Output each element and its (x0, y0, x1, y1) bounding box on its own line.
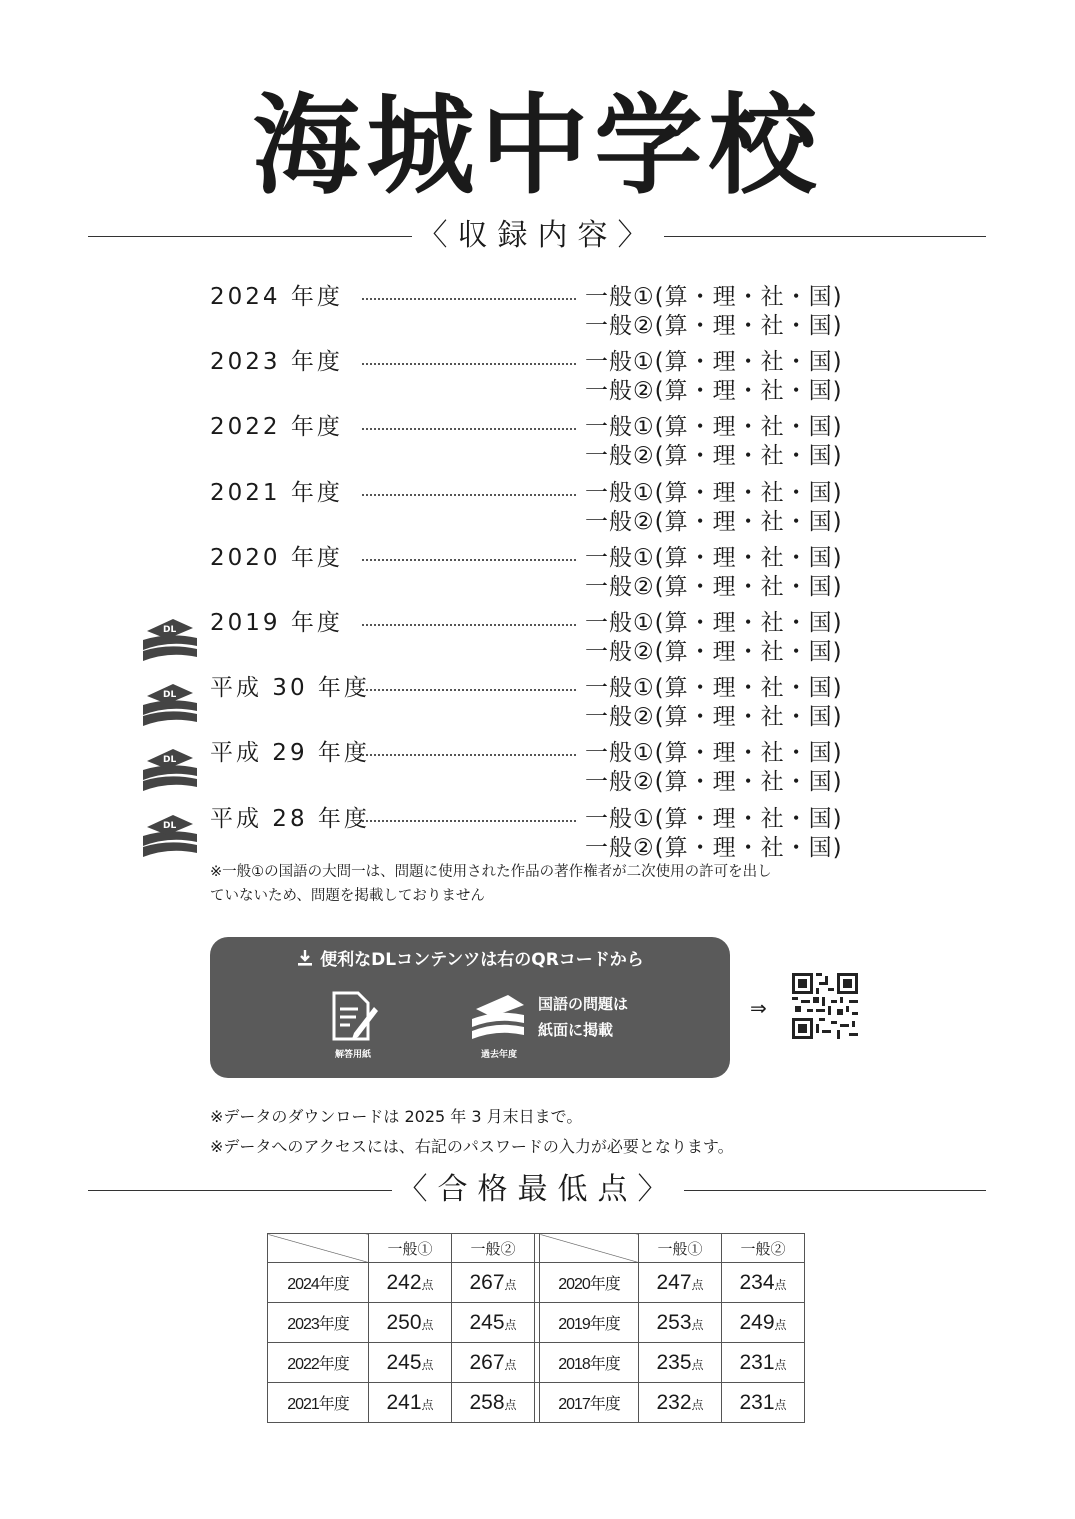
page-title: 海城中学校 (252, 84, 823, 209)
score-unit: 点 (421, 1317, 434, 1332)
score-value: 231 (739, 1350, 775, 1374)
dl-badge-text: DL (163, 820, 177, 831)
score-value: 235 (656, 1350, 692, 1374)
qr-code[interactable] (792, 973, 858, 1039)
contents-exam: 一般②(算・理・社・国) (585, 508, 843, 535)
score-cell (639, 1303, 722, 1343)
score-unit: 点 (691, 1397, 704, 1412)
dot-leader (362, 428, 576, 430)
col-header: 一般② (452, 1234, 535, 1263)
dl-panel-header-text: 便利なDLコンテンツは右のQRコードから (320, 950, 644, 970)
download-icon (296, 949, 314, 972)
scores-heading-wrap (0, 1170, 1075, 1210)
score-unit: 点 (774, 1397, 787, 1412)
contents-year: 平成 29 年度 (210, 740, 370, 767)
table-row (268, 1383, 805, 1423)
contents-heading-wrap (0, 216, 1075, 256)
contents-exam: 一般②(算・理・社・国) (585, 573, 843, 600)
score-unit: 点 (774, 1277, 787, 1292)
year-cell: 2020年度 (540, 1263, 639, 1303)
dl-panel-header (210, 945, 730, 972)
contents-exam: 一般②(算・理・社・国) (585, 704, 843, 731)
copyright-note-line-1: ※一般①の国語の大問一は、問題に使用された作品の著作権者が二次使用の許可を出し (210, 864, 772, 880)
password-notice: ※データへのアクセスには、右記のパスワードの入力が必要となります。 (210, 1137, 734, 1156)
year-cell: 2024年度 (268, 1263, 369, 1303)
dl-content-panel (210, 937, 730, 1078)
arrow-icon: ⇒ (750, 996, 767, 1020)
contents-exam: 一般①(算・理・社・国) (585, 284, 843, 310)
contents-heading: 〈収録内容〉 (412, 218, 664, 253)
score-unit: 点 (504, 1397, 517, 1412)
score-cell (369, 1383, 452, 1423)
min-scores-table (267, 1233, 805, 1423)
contents-exam: 一般①(算・理・社・国) (585, 675, 843, 702)
download-deadline-notice: ※データのダウンロードは 2025 年 3 月末日まで。 (210, 1107, 583, 1126)
score-value: 231 (739, 1390, 775, 1414)
score-unit: 点 (691, 1357, 704, 1372)
corner-cell (540, 1234, 639, 1263)
score-unit: 点 (774, 1357, 787, 1372)
contents-exam: 一般②(算・理・社・国) (585, 313, 843, 339)
kokugo-note-line-1: 国語の問題は (538, 995, 629, 1013)
dl-badge-text: DL (163, 625, 177, 635)
score-value: 247 (656, 1270, 692, 1294)
score-unit: 点 (504, 1277, 517, 1292)
dot-leader (362, 689, 576, 691)
year-cell: 2017年度 (540, 1383, 639, 1423)
score-unit: 点 (421, 1277, 434, 1292)
dot-leader (362, 624, 576, 626)
table-header-row (268, 1234, 805, 1263)
dot-leader (362, 363, 576, 365)
contents-exam: 一般②(算・理・社・国) (585, 443, 843, 470)
table-row (268, 1303, 805, 1343)
contents-year: 2021 年度 (210, 479, 343, 506)
dot-leader (362, 754, 576, 756)
score-unit: 点 (774, 1317, 787, 1332)
contents-exam: 一般②(算・理・社・国) (585, 769, 843, 796)
past-years-label: 過去年度 (480, 1050, 517, 1060)
contents-exam: 一般①(算・理・社・国) (585, 740, 843, 767)
contents-exam: 一般②(算・理・社・国) (585, 639, 843, 665)
col-header: 一般① (639, 1234, 722, 1263)
dl-book-icon (141, 747, 199, 793)
contents-year: 2024 年度 (210, 284, 343, 310)
score-value: 253 (656, 1310, 692, 1334)
scores-heading: 〈合格最低点〉 (392, 1172, 684, 1207)
kokugo-note (538, 991, 628, 1043)
dl-book-icon (141, 617, 199, 663)
col-header: 一般② (722, 1234, 805, 1263)
score-cell (639, 1383, 722, 1423)
score-unit: 点 (504, 1357, 517, 1372)
dl-badge-text: DL (163, 755, 177, 766)
col-header: 一般① (369, 1234, 452, 1263)
score-unit: 点 (691, 1317, 704, 1332)
score-cell (452, 1263, 535, 1303)
score-cell (722, 1383, 805, 1423)
score-value: 258 (469, 1390, 505, 1414)
dl-badge-text: DL (163, 690, 177, 701)
score-value: 267 (469, 1350, 505, 1374)
contents-exam: 一般①(算・理・社・国) (585, 479, 843, 506)
score-unit: 点 (691, 1277, 704, 1292)
dl-book-icon (141, 813, 199, 859)
score-cell (369, 1343, 452, 1383)
contents-year: 2019 年度 (210, 610, 343, 636)
score-value: 245 (386, 1350, 422, 1374)
contents-year: 2020 年度 (210, 544, 343, 571)
score-value: 245 (469, 1310, 505, 1334)
answer-sheet-label: 解答用紙 (334, 1050, 371, 1060)
score-value: 249 (739, 1310, 775, 1334)
score-cell (639, 1263, 722, 1303)
kokugo-note-line-2: 紙面に掲載 (538, 1021, 614, 1039)
score-value: 241 (386, 1390, 422, 1414)
score-value: 250 (386, 1310, 422, 1334)
score-cell (722, 1263, 805, 1303)
dot-leader (362, 298, 576, 300)
score-cell (452, 1303, 535, 1343)
contents-year: 2023 年度 (210, 349, 343, 376)
year-cell: 2018年度 (540, 1343, 639, 1383)
score-cell (722, 1303, 805, 1343)
score-cell (452, 1383, 535, 1423)
score-unit: 点 (504, 1317, 517, 1332)
score-value: 232 (656, 1390, 692, 1414)
dl-book-icon (141, 682, 199, 728)
contents-exam: 一般①(算・理・社・国) (585, 610, 843, 636)
table-row (268, 1263, 805, 1303)
contents-exam: 一般①(算・理・社・国) (585, 544, 843, 571)
score-value: 234 (739, 1270, 775, 1294)
contents-year: 平成 30 年度 (210, 675, 370, 702)
copyright-note-line-2: ていないため、問題を掲載しておりません (210, 888, 485, 904)
contents-year: 2022 年度 (210, 414, 343, 441)
corner-cell (268, 1234, 369, 1263)
year-cell: 2019年度 (540, 1303, 639, 1343)
contents-exam: 一般①(算・理・社・国) (585, 349, 843, 376)
dot-leader (362, 494, 576, 496)
dot-leader (362, 820, 576, 822)
score-cell (369, 1303, 452, 1343)
dot-leader (362, 559, 576, 561)
year-cell: 2023年度 (268, 1303, 369, 1343)
score-cell (369, 1263, 452, 1303)
past-years-books-icon (468, 991, 528, 1043)
contents-year: 平成 28 年度 (210, 805, 370, 832)
table-row (268, 1343, 805, 1383)
score-value: 242 (386, 1270, 422, 1294)
score-cell (639, 1343, 722, 1383)
score-cell (452, 1343, 535, 1383)
score-cell (722, 1343, 805, 1383)
score-unit: 点 (421, 1357, 434, 1372)
contents-exam: 一般①(算・理・社・国) (585, 805, 843, 832)
contents-exam: 一般②(算・理・社・国) (585, 834, 843, 861)
year-cell: 2022年度 (268, 1343, 369, 1383)
contents-exam: 一般①(算・理・社・国) (585, 414, 843, 441)
score-value: 267 (469, 1270, 505, 1294)
answer-sheet-icon (328, 989, 380, 1045)
score-unit: 点 (421, 1397, 434, 1412)
contents-exam: 一般②(算・理・社・国) (585, 378, 843, 405)
year-cell: 2021年度 (268, 1383, 369, 1423)
